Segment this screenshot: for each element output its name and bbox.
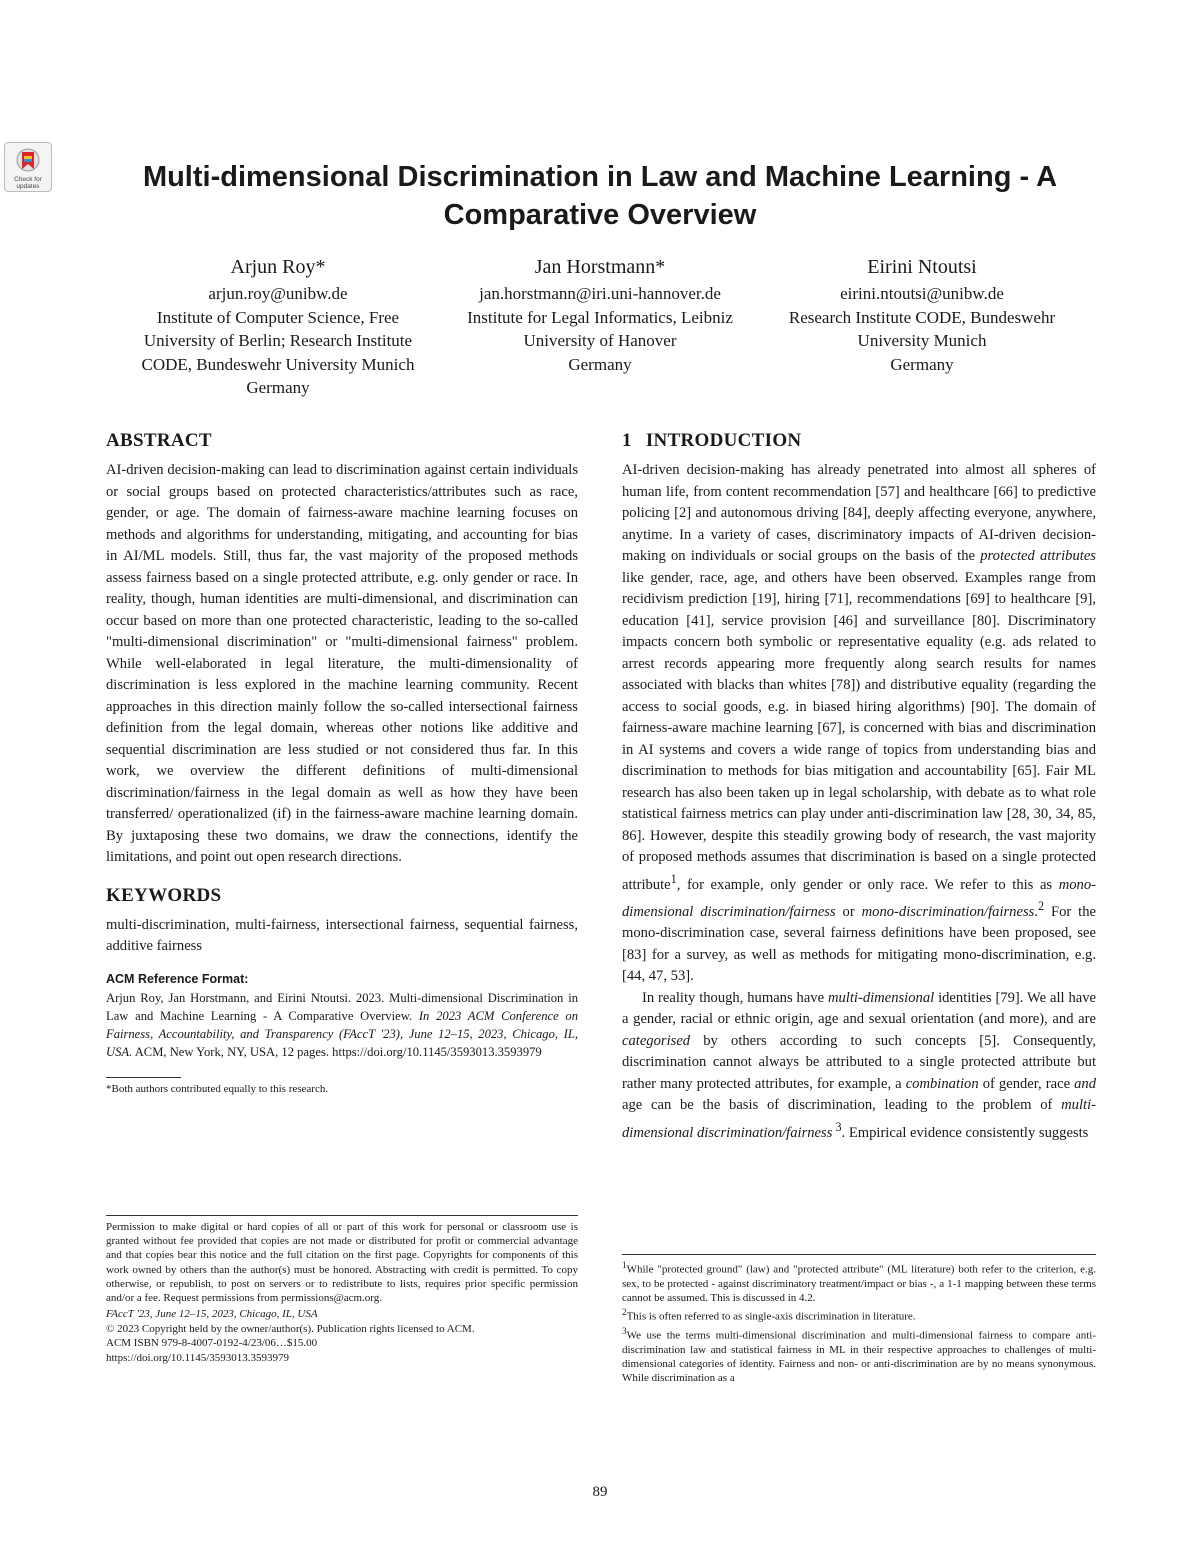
introduction-paragraph-1: AI-driven decision-making has already penetrated into almost all spheres of human life, from content recommendation [57] and healthcare [66] to predictive policing [2] and autonomous driving [84], deeply affecting everyone, anywhere, anytime. In a variety of cases, discriminatory impacts of AI-driven decision-making on individuals or social groups on the basis of the protected attributes like gender, race, age, and others have been observed. Examples range from recidivism prediction [19], hiring [71], recommendations [69] to healthcare [9], education [41], service provision [46] and surveillance [80]. Discriminatory impacts concern both symbolic or representative equality (e.g. ads related to arrest records appearing more frequently along search results for names associated with blacks than whites [78]) and distributive equality (regarding the access to social goods, e.g. in biased hiring algorithms) [90]. The domain of fairness-aware machine learning [67], is concerned with bias and discrimination in AI systems and covers a wide range of topics from understanding bias and discrimination to methods for bias mitigation and accountability [65]. Fair ML research has also been taken up in legal scholarship, with debate as to what role statistical fairness metrics can play under anti-discrimination law [28, 30, 34, 85, 86]. However, despite this steadily growing body of research, the vast majority of proposed methods assumes that discrimination is based on a single protected attribute$^1$, for example, only gender or only race. We refer to this as mono-dimensional discrimination/fairness or mono-discrimination/fairness.$^2$ For the mono-discrimination case, several fairness definitions have been proposed, see [83] for a survey, as well as methods for mitigating mono-discrimination, e.g. [44, 47, 53].	[622, 462, 1096, 985]
author-name: Jan Horstmann*	[534, 256, 666, 278]
author-country: Germany	[890, 354, 954, 374]
bookmark-check-icon	[15, 147, 41, 175]
footnote-2: $^2$This is often referred to as single-axis discrimination in literature.	[622, 1307, 916, 1323]
check-for-updates-badge[interactable]	[4, 142, 52, 192]
author-affiliation: Institute for Legal Informatics, Leibniz University of Hanover	[467, 307, 733, 350]
author-name: Eirini Ntoutsi	[867, 256, 977, 278]
author-affiliation: Institute of Computer Science, Free University of Berlin; Research Institute CODE, Bundeswehr University Munich	[141, 307, 415, 374]
abstract-heading: ABSTRACT	[106, 430, 212, 451]
section-title: INTRODUCTION	[645, 430, 802, 451]
author-affiliation: Research Institute CODE, Bundeswehr University Munich	[788, 307, 1056, 350]
author-country: Germany	[568, 354, 632, 374]
keywords-heading: KEYWORDS	[106, 884, 222, 906]
check-for-updates-label: Check for updates	[14, 176, 42, 190]
footnote-ref-3[interactable]: 3	[832, 1119, 842, 1134]
acm-reference	[106, 989, 578, 1061]
footnote-equal-contribution: *Both authors contributed equally to this research.	[106, 1082, 329, 1095]
permission-conference: FAccT '23, June 12–15, 2023, Chicago, IL, USA	[106, 1308, 318, 1321]
section-number: 1	[622, 430, 632, 451]
footnote-3: $^3$We use the terms multi-dimensional discrimination and multi-dimensional fairness to compare anti-discrimination law and statistical fairness in ML in their respective approaches to challenges of multi-dimensional categories of identity. Fairness and non- or anti-discrimination are by no means synonymous. While discrimination as a	[622, 1326, 1096, 1385]
keywords-text: multi-discrimination, multi-fairness, intersectional fairness, sequential fairness, additive fairness	[106, 916, 578, 954]
introduction-heading	[622, 430, 1096, 452]
footnote-ref-2[interactable]: 2	[1037, 898, 1045, 913]
footnote-1: $^1$While "protected ground" (law) and "protected attribute" (ML literature) both refer to the criterion, e.g. sex, to be protected - against discriminatory treatment/impact or bias -, a 1-1 mapping between these terms cannot be assumed. This is discussed in 4.2.	[622, 1260, 1096, 1305]
permission-text: Permission to make digital or hard copies of all or part of this work for personal or classroom use is granted without fee provided that copies are not made or distributed for profit or commercial advantage and that copies bear this notice and the full citation on the first page. Copyrights for components of this work owned by others than the author(s) must be honored. Abstracting with credit is permitted. To copy otherwise, or republish, to post on servers or to redistribute to lists, requires prior specific permission and/or a fee. Request permissions from permissions@acm.org.	[106, 1221, 578, 1305]
footnotes-right	[622, 1254, 1096, 1386]
permission-block	[106, 1215, 578, 1365]
paper-title: Multi-dimensional Discrimination in Law and Machine Learning - A Comparative Overview	[142, 161, 1058, 231]
author-3	[782, 254, 1062, 376]
footnote-ref-1[interactable]: 1	[670, 871, 677, 886]
acm-reference-venue: In 2023 ACM Conference on Fairness, Accountability, and Transparency (FAccT '23), June 12–15, 2023, Chicago, IL, USA.	[106, 1008, 578, 1059]
acm-reference-publisher: ACM, New York, NY, USA, 12 pages.	[134, 1044, 329, 1059]
abstract-text: AI-driven decision-making can lead to discrimination against certain individuals or social groups based on protected characteristics/attributes such as race, gender, or age. The domain of fairness-aware machine learning focuses on methods and algorithms for understanding, mitigating, and accounting for bias in AI/ML models. Still, thus far, the vast majority of the proposed methods assess fairness based on a single protected attribute, e.g. only gender or race. In reality, though, human identities are multi-dimensional, and discrimination can occur based on more than one protected characteristic, leading to the so-called "multi-dimensional discrimination" or "multi-dimensional fairness" problem. While well-elaborated in legal literature, the multi-dimensionality of discrimination is less explored in the machine learning community. Recent approaches in this direction mainly follow the so-called intersectional fairness definition from the legal domain, whereas other notions like additive and sequential discrimination are less studied or not considered thus far. In this work, we overview the different definitions of multi-dimensional discrimination/fairness in the legal domain as well as how they have been transferred/ operationalized (if) in the fairness-aware machine learning domain. By juxtaposing these two domains, we draw the connections, identify the limitations, and point out open research directions.	[106, 462, 578, 865]
author-name: Arjun Roy*	[230, 256, 326, 278]
author-email[interactable]: eirini.ntoutsi@unibw.de	[840, 284, 1004, 303]
acm-reference-authors: Arjun Roy, Jan Horstmann, and Eirini Ntoutsi. 2023. Multi-dimensional Discrimination in Law and Machine Learning - A Comparative Overview.	[106, 990, 578, 1023]
page-number: 89	[592, 1484, 608, 1500]
introduction-paragraph-2: In reality though, humans have multi-dimensional identities [79]. We all have a gender, racial or ethnic origin, age and sexual orientation (and more), and are categorised by others according to such concepts [5]. Consequently, discrimination cannot always be attributed to a single protected attribute but rather many protected attributes, for example, a combination of gender, race and age can be the basis of discrimination, leading to the problem of multi-dimensional discrimination/fairness $^3$. Empirical evidence consistently suggests	[622, 989, 1097, 1141]
acm-reference-heading: ACM Reference Format:	[106, 971, 249, 986]
author-country: Germany	[246, 378, 310, 397]
author-email[interactable]: jan.horstmann@iri.uni-hannover.de	[479, 284, 721, 303]
acm-reference-doi-link[interactable]: https://doi.org/10.1145/3593013.3593979	[332, 1044, 542, 1059]
author-2	[445, 254, 755, 376]
permission-doi-link[interactable]: https://doi.org/10.1145/3593013.3593979	[106, 1351, 290, 1364]
right-column	[622, 430, 1096, 1144]
left-column	[106, 430, 578, 1096]
author-1	[128, 254, 428, 400]
permission-isbn: ACM ISBN 979-8-4007-0192-4/23/06…$15.00	[106, 1337, 318, 1350]
footnote-divider	[106, 1077, 181, 1078]
author-email[interactable]: arjun.roy@unibw.de	[208, 284, 348, 303]
permission-copyright: © 2023 Copyright held by the owner/author(s). Publication rights licensed to ACM.	[106, 1322, 475, 1335]
